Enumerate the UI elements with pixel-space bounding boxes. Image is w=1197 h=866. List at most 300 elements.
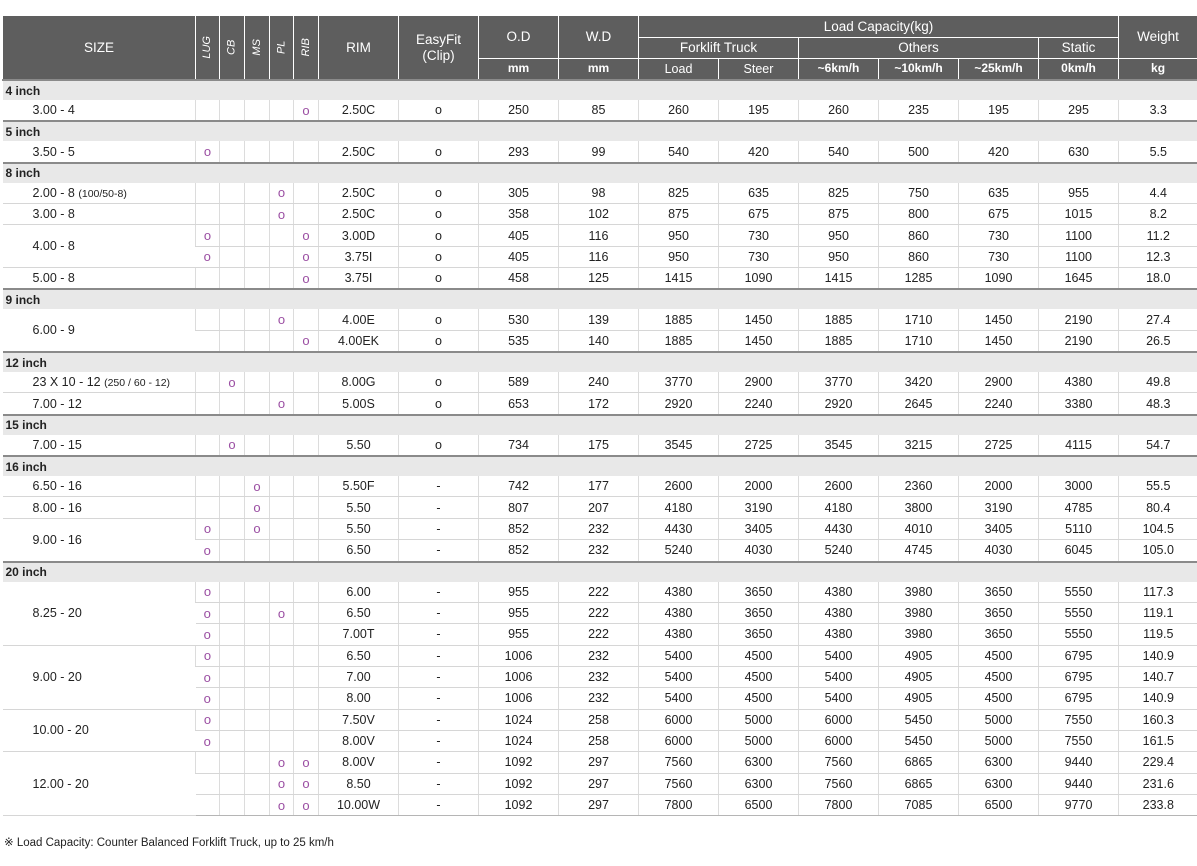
- table-row: [3, 476, 1197, 497]
- cell-cb: o: [220, 372, 245, 393]
- table-row: [3, 309, 1197, 330]
- cell-pl: [270, 497, 294, 518]
- cell-s25: 2240: [959, 393, 1039, 415]
- cell-weight: 117.3: [1119, 582, 1197, 603]
- cell-s10: 750: [879, 183, 959, 204]
- cell-lug: [196, 372, 220, 393]
- cell-s10: 500: [879, 141, 959, 162]
- cell-easyfit: -: [399, 666, 479, 687]
- table-row: [3, 582, 1197, 603]
- col-header-load: Load: [639, 59, 719, 81]
- table-row: [3, 645, 1197, 666]
- cell-od: 955: [479, 602, 559, 623]
- cell-lug: [196, 794, 220, 815]
- cell-load: 7560: [639, 773, 719, 794]
- cell-ms: [245, 773, 270, 794]
- cell-wd: 297: [559, 794, 639, 815]
- cell-lug: o: [196, 602, 220, 623]
- cell-cb: [220, 268, 245, 290]
- cell-lug: [196, 183, 220, 204]
- cell-rim: 5.50F: [319, 476, 399, 497]
- group-header-row: [3, 456, 1197, 476]
- cell-rim: 8.00V: [319, 752, 399, 773]
- table-row: [3, 435, 1197, 456]
- size-cell: [3, 476, 196, 497]
- cell-load: 5400: [639, 688, 719, 709]
- size-cell: [3, 497, 196, 518]
- size-cell: [3, 435, 196, 456]
- cell-s25: 730: [959, 246, 1039, 267]
- size-note: (250 / 60 - 12): [104, 377, 171, 390]
- table-row: [3, 225, 1197, 246]
- cell-steer: 1090: [719, 268, 799, 290]
- col-header-rim: RIM: [319, 16, 399, 81]
- cell-od: 405: [479, 225, 559, 246]
- cell-ms: [245, 309, 270, 330]
- cell-s10: 3980: [879, 582, 959, 603]
- cell-pl: [270, 518, 294, 539]
- cell-weight: 4.4: [1119, 183, 1197, 204]
- cell-wd: 232: [559, 688, 639, 709]
- table-row: [3, 518, 1197, 539]
- cell-s6: 1885: [799, 309, 879, 330]
- cell-static: 295: [1039, 100, 1119, 121]
- size-label: 6.00 - 9: [32, 323, 75, 338]
- cell-easyfit: -: [399, 582, 479, 603]
- cell-cb: [220, 330, 245, 352]
- cell-ms: [245, 246, 270, 267]
- cell-load: 1885: [639, 330, 719, 352]
- cell-load: 4430: [639, 518, 719, 539]
- cell-steer: 4500: [719, 645, 799, 666]
- cell-easyfit: -: [399, 730, 479, 751]
- cell-steer: 6300: [719, 752, 799, 773]
- table-row: [3, 100, 1197, 121]
- cell-s25: 2725: [959, 435, 1039, 456]
- cell-s6: 5400: [799, 688, 879, 709]
- cell-cb: [220, 730, 245, 751]
- cell-ms: [245, 582, 270, 603]
- cell-load: 3545: [639, 435, 719, 456]
- cell-easyfit: o: [399, 435, 479, 456]
- size-cell: [3, 183, 196, 204]
- cell-steer: 2000: [719, 476, 799, 497]
- size-cell: [3, 582, 196, 646]
- cell-wd: 222: [559, 582, 639, 603]
- cell-lug: [196, 752, 220, 773]
- cell-cb: [220, 752, 245, 773]
- cell-s10: 4905: [879, 645, 959, 666]
- table-row: [3, 141, 1197, 162]
- cell-lug: o: [196, 141, 220, 162]
- cell-weight: 26.5: [1119, 330, 1197, 352]
- cell-load: 5240: [639, 540, 719, 562]
- cell-steer: 3650: [719, 624, 799, 645]
- group-header-row: [3, 352, 1197, 372]
- cell-wd: 85: [559, 100, 639, 121]
- group-header-row: [3, 562, 1197, 582]
- cell-cb: [220, 141, 245, 162]
- cell-s25: 1090: [959, 268, 1039, 290]
- cell-steer: 635: [719, 183, 799, 204]
- cell-rim: 8.00V: [319, 730, 399, 751]
- cell-cb: [220, 666, 245, 687]
- cell-load: 1885: [639, 309, 719, 330]
- cell-load: 4380: [639, 582, 719, 603]
- cell-s6: 4380: [799, 582, 879, 603]
- cell-pl: [270, 688, 294, 709]
- cell-s10: 4745: [879, 540, 959, 562]
- cell-s10: 3980: [879, 602, 959, 623]
- cell-ms: [245, 794, 270, 815]
- cell-od: 955: [479, 582, 559, 603]
- cell-pl: [270, 709, 294, 730]
- size-label: 3.50 - 5: [32, 144, 75, 159]
- cell-weight: 229.4: [1119, 752, 1197, 773]
- size-cell: [3, 225, 196, 268]
- cell-s25: 195: [959, 100, 1039, 121]
- cell-steer: 2240: [719, 393, 799, 415]
- cell-s6: 1415: [799, 268, 879, 290]
- cell-ms: [245, 666, 270, 687]
- cell-easyfit: -: [399, 709, 479, 730]
- size-label: 5.00 - 8: [32, 271, 75, 286]
- cell-s6: 7560: [799, 752, 879, 773]
- cell-s25: 2900: [959, 372, 1039, 393]
- cell-weight: 80.4: [1119, 497, 1197, 518]
- cell-ms: [245, 752, 270, 773]
- size-label: 6.50 - 16: [32, 479, 82, 494]
- cell-s10: 1710: [879, 309, 959, 330]
- size-label: 7.00 - 12: [32, 396, 82, 411]
- cell-ms: o: [245, 518, 270, 539]
- cell-static: 955: [1039, 183, 1119, 204]
- table-row: [3, 393, 1197, 415]
- cell-weight: 233.8: [1119, 794, 1197, 815]
- cell-rib: o: [294, 752, 319, 773]
- cell-load: 825: [639, 183, 719, 204]
- cell-s6: 950: [799, 246, 879, 267]
- cell-static: 5550: [1039, 602, 1119, 623]
- cell-rim: 4.00E: [319, 309, 399, 330]
- cell-steer: 3650: [719, 582, 799, 603]
- cell-rim: 5.00S: [319, 393, 399, 415]
- cell-ms: [245, 393, 270, 415]
- cell-wd: 297: [559, 773, 639, 794]
- cell-s6: 5400: [799, 666, 879, 687]
- table-body: [3, 80, 1197, 816]
- cell-rib: [294, 645, 319, 666]
- cell-static: 7550: [1039, 709, 1119, 730]
- cell-od: 250: [479, 100, 559, 121]
- cell-ms: [245, 645, 270, 666]
- cell-rib: [294, 204, 319, 225]
- cell-pl: [270, 730, 294, 751]
- cell-od: 358: [479, 204, 559, 225]
- cell-load: 950: [639, 225, 719, 246]
- cell-easyfit: -: [399, 540, 479, 562]
- cell-ms: [245, 268, 270, 290]
- cell-od: 955: [479, 624, 559, 645]
- cell-od: 742: [479, 476, 559, 497]
- cell-cb: [220, 602, 245, 623]
- cell-lug: [196, 773, 220, 794]
- cell-s25: 4500: [959, 688, 1039, 709]
- cell-lug: [196, 497, 220, 518]
- cell-od: 458: [479, 268, 559, 290]
- cell-steer: 4500: [719, 688, 799, 709]
- cell-steer: 3190: [719, 497, 799, 518]
- cell-weight: 161.5: [1119, 730, 1197, 751]
- cell-static: 4115: [1039, 435, 1119, 456]
- cell-s6: 5400: [799, 645, 879, 666]
- cell-rib: [294, 709, 319, 730]
- cell-load: 3770: [639, 372, 719, 393]
- cell-pl: o: [270, 183, 294, 204]
- cell-s10: 3980: [879, 624, 959, 645]
- cell-rim: 5.50: [319, 435, 399, 456]
- cell-rim: 2.50C: [319, 141, 399, 162]
- cell-cb: [220, 645, 245, 666]
- cell-rib: o: [294, 268, 319, 290]
- cell-cb: [220, 582, 245, 603]
- cell-rib: o: [294, 225, 319, 246]
- cell-cb: [220, 476, 245, 497]
- col-header-speed-6: ~6km/h: [799, 59, 879, 81]
- cell-pl: [270, 330, 294, 352]
- cell-lug: o: [196, 730, 220, 751]
- cell-weight: 105.0: [1119, 540, 1197, 562]
- cell-s25: 3650: [959, 582, 1039, 603]
- size-cell: [3, 309, 196, 352]
- cell-s25: 5000: [959, 709, 1039, 730]
- cell-od: 1024: [479, 730, 559, 751]
- cell-load: 7560: [639, 752, 719, 773]
- size-label: 8.25 - 20: [32, 606, 82, 621]
- cell-easyfit: o: [399, 393, 479, 415]
- cell-static: 9440: [1039, 752, 1119, 773]
- cell-s6: 2920: [799, 393, 879, 415]
- col-header-static: Static: [1039, 38, 1119, 59]
- cell-pl: o: [270, 393, 294, 415]
- group-header-row: [3, 415, 1197, 435]
- cell-rim: 6.00: [319, 582, 399, 603]
- cell-weight: 104.5: [1119, 518, 1197, 539]
- col-header-wd: W.D: [559, 16, 639, 59]
- cell-cb: [220, 518, 245, 539]
- cell-rib: [294, 624, 319, 645]
- group-label: 8 inch: [3, 163, 1197, 183]
- cell-rim: 8.50: [319, 773, 399, 794]
- cell-easyfit: o: [399, 183, 479, 204]
- cell-rib: [294, 435, 319, 456]
- cell-od: 589: [479, 372, 559, 393]
- cell-cb: [220, 624, 245, 645]
- group-label: 12 inch: [3, 352, 1197, 372]
- cell-s10: 6865: [879, 773, 959, 794]
- cell-rim: 8.00: [319, 688, 399, 709]
- cell-static: 5550: [1039, 582, 1119, 603]
- cell-s10: 3800: [879, 497, 959, 518]
- cell-weight: 12.3: [1119, 246, 1197, 267]
- cell-s10: 860: [879, 246, 959, 267]
- cell-rib: [294, 582, 319, 603]
- group-header-row: [3, 289, 1197, 309]
- cell-pl: [270, 645, 294, 666]
- cell-s10: 4905: [879, 688, 959, 709]
- cell-rib: [294, 141, 319, 162]
- size-label: 2.00 - 8: [32, 185, 75, 200]
- cell-s6: 825: [799, 183, 879, 204]
- cell-easyfit: -: [399, 602, 479, 623]
- cell-wd: 240: [559, 372, 639, 393]
- cell-static: 3000: [1039, 476, 1119, 497]
- cell-rib: [294, 183, 319, 204]
- cell-od: 653: [479, 393, 559, 415]
- table-row: [3, 268, 1197, 290]
- cell-pl: o: [270, 752, 294, 773]
- cell-easyfit: -: [399, 497, 479, 518]
- cell-wd: 139: [559, 309, 639, 330]
- cell-s25: 3405: [959, 518, 1039, 539]
- cell-steer: 5000: [719, 730, 799, 751]
- cell-steer: 1450: [719, 309, 799, 330]
- cell-rib: [294, 393, 319, 415]
- col-header-ms: MS: [245, 16, 270, 81]
- size-label: 8.00 - 16: [32, 500, 82, 515]
- table-row: [3, 183, 1197, 204]
- cell-steer: 6500: [719, 794, 799, 815]
- col-header-od-unit: mm: [479, 59, 559, 81]
- size-label: 9.00 - 20: [32, 670, 82, 685]
- cell-s6: 2600: [799, 476, 879, 497]
- cell-weight: 54.7: [1119, 435, 1197, 456]
- cell-weight: 3.3: [1119, 100, 1197, 121]
- cell-rim: 3.75I: [319, 246, 399, 267]
- size-label: 7.00 - 15: [32, 437, 82, 452]
- cell-ms: [245, 688, 270, 709]
- cell-rim: 7.00: [319, 666, 399, 687]
- cell-s6: 540: [799, 141, 879, 162]
- cell-wd: 140: [559, 330, 639, 352]
- cell-cb: [220, 540, 245, 562]
- cell-rim: 4.00EK: [319, 330, 399, 352]
- cell-od: 535: [479, 330, 559, 352]
- cell-s6: 7800: [799, 794, 879, 815]
- cell-s25: 4500: [959, 645, 1039, 666]
- cell-static: 1100: [1039, 225, 1119, 246]
- cell-cb: [220, 497, 245, 518]
- cell-lug: o: [196, 645, 220, 666]
- cell-s10: 1285: [879, 268, 959, 290]
- cell-steer: 675: [719, 204, 799, 225]
- table-row: [3, 497, 1197, 518]
- group-label: 9 inch: [3, 289, 1197, 309]
- cell-wd: 232: [559, 540, 639, 562]
- cell-weight: 8.2: [1119, 204, 1197, 225]
- size-cell: [3, 518, 196, 561]
- cell-load: 5400: [639, 666, 719, 687]
- cell-static: 5110: [1039, 518, 1119, 539]
- cell-pl: [270, 141, 294, 162]
- cell-cb: [220, 709, 245, 730]
- cell-od: 1092: [479, 773, 559, 794]
- cell-od: 530: [479, 309, 559, 330]
- cell-s25: 420: [959, 141, 1039, 162]
- cell-od: 852: [479, 518, 559, 539]
- cell-easyfit: o: [399, 141, 479, 162]
- group-header-row: [3, 163, 1197, 183]
- cell-lug: o: [196, 582, 220, 603]
- cell-cb: [220, 246, 245, 267]
- spec-table-container: [2, 15, 1197, 816]
- cell-load: 875: [639, 204, 719, 225]
- cell-static: 6795: [1039, 666, 1119, 687]
- cell-ms: [245, 730, 270, 751]
- col-header-od: O.D: [479, 16, 559, 59]
- cell-od: 1092: [479, 752, 559, 773]
- size-label: 3.00 - 8: [32, 207, 75, 222]
- col-header-wd-unit: mm: [559, 59, 639, 81]
- cell-rib: o: [294, 773, 319, 794]
- cell-wd: 99: [559, 141, 639, 162]
- cell-steer: 420: [719, 141, 799, 162]
- group-header-row: [3, 80, 1197, 100]
- group-label: 15 inch: [3, 415, 1197, 435]
- cell-easyfit: -: [399, 476, 479, 497]
- cell-steer: 730: [719, 225, 799, 246]
- cell-s25: 730: [959, 225, 1039, 246]
- cell-od: 1024: [479, 709, 559, 730]
- size-label: 10.00 - 20: [32, 723, 89, 738]
- cell-static: 6045: [1039, 540, 1119, 562]
- cell-easyfit: o: [399, 246, 479, 267]
- cell-s6: 1885: [799, 330, 879, 352]
- cell-weight: 119.5: [1119, 624, 1197, 645]
- cell-ms: o: [245, 476, 270, 497]
- cell-lug: o: [196, 666, 220, 687]
- cell-s25: 675: [959, 204, 1039, 225]
- cell-wd: 175: [559, 435, 639, 456]
- cell-cb: [220, 225, 245, 246]
- cell-load: 4180: [639, 497, 719, 518]
- cell-s6: 950: [799, 225, 879, 246]
- cell-od: 1006: [479, 666, 559, 687]
- cell-lug: o: [196, 540, 220, 562]
- cell-pl: [270, 435, 294, 456]
- cell-s6: 3545: [799, 435, 879, 456]
- cell-wd: 116: [559, 225, 639, 246]
- cell-s10: 5450: [879, 709, 959, 730]
- cell-pl: [270, 476, 294, 497]
- size-cell: [3, 100, 196, 121]
- table-row: [3, 752, 1197, 773]
- cell-s6: 875: [799, 204, 879, 225]
- cell-s10: 860: [879, 225, 959, 246]
- col-header-rib: RIB: [294, 16, 319, 81]
- cell-easyfit: -: [399, 645, 479, 666]
- cell-ms: [245, 204, 270, 225]
- cell-s6: 260: [799, 100, 879, 121]
- cell-weight: 18.0: [1119, 268, 1197, 290]
- cell-weight: 11.2: [1119, 225, 1197, 246]
- cell-steer: 2725: [719, 435, 799, 456]
- cell-cb: [220, 309, 245, 330]
- group-label: 20 inch: [3, 562, 1197, 582]
- cell-wd: 116: [559, 246, 639, 267]
- cell-cb: o: [220, 435, 245, 456]
- cell-easyfit: -: [399, 518, 479, 539]
